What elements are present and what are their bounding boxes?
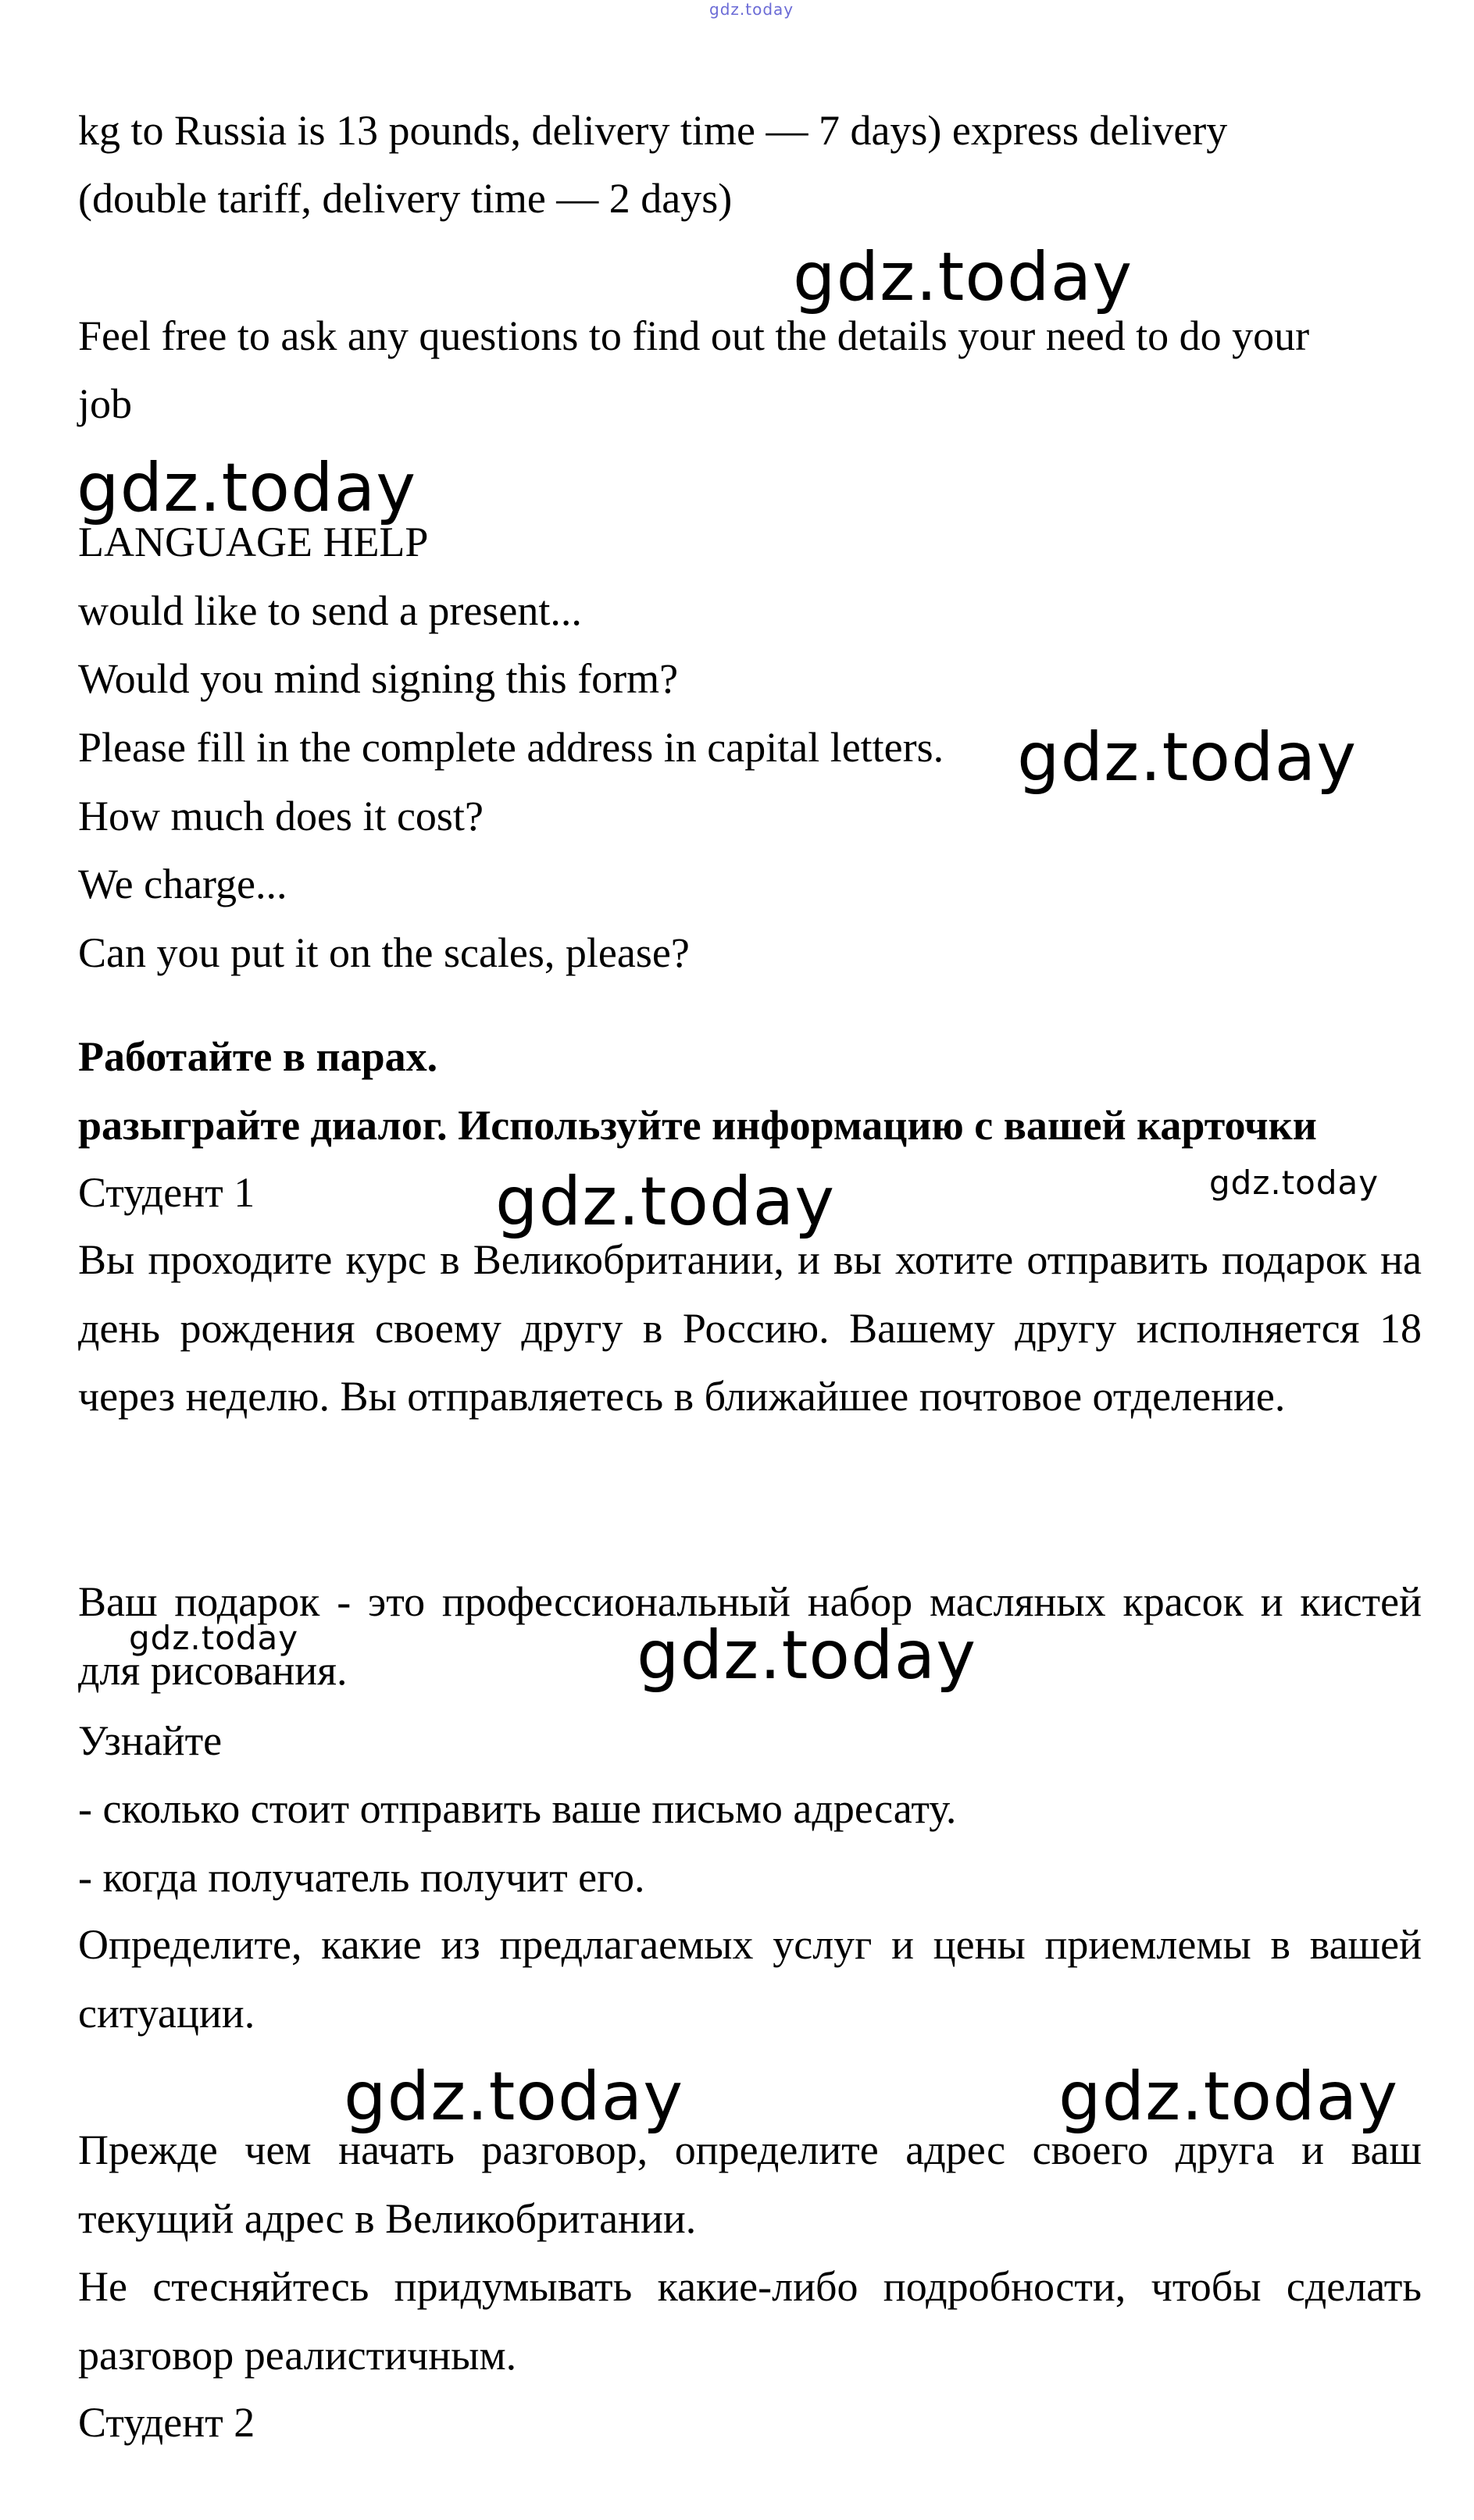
- phrase-2: Would you mind signing this form?: [78, 655, 679, 702]
- text-line-4: job: [78, 380, 133, 427]
- student-2-label: Студент 2: [78, 2399, 255, 2446]
- phrase-1: would like to send a present...: [78, 587, 582, 634]
- watermark-2: gdz.today: [77, 449, 417, 527]
- bullet-2: - когда получатель получит его.: [78, 1854, 645, 1901]
- watermark-1: gdz.today: [793, 238, 1133, 316]
- phrase-3: Please fill in the complete address in capital letters.: [78, 724, 944, 771]
- paragraph-3: Определите, какие из предлагаемых услуг и цены приемлемы в вашей ситуации.: [78, 1921, 1422, 2037]
- phrase-4: How much does it cost?: [78, 793, 484, 839]
- watermark-5: gdz.today: [1209, 1164, 1379, 1202]
- watermark-7: gdz.today: [637, 1616, 977, 1695]
- student-1-label: Студент 1: [78, 1169, 255, 1216]
- find-out-label: Узнайте: [78, 1717, 223, 1764]
- phrase-5: We charge...: [78, 861, 287, 907]
- language-help-title: LANGUAGE HELP: [78, 519, 429, 565]
- phrase-6: Can you put it on the scales, please?: [78, 929, 690, 976]
- paragraph-1: Вы проходите курс в Великобритании, и вы хотите отправить подарок на день рождения своему другу в Россию. Вашему другу исполняется 18 через неделю. Вы отправляетесь в ближайшее почтовое отделение.: [78, 1236, 1422, 1420]
- watermark-top: gdz.today: [709, 0, 794, 19]
- paragraph-4: Прежде чем начать разговор, определите адрес своего друга и ваш текущий адрес в Великобритании.: [78, 2126, 1422, 2242]
- watermark-8: gdz.today: [344, 2058, 684, 2136]
- task-heading-2: разыграйте диалог. Используйте информацию с вашей карточки: [78, 1102, 1317, 1149]
- paragraph-2: Ваш подарок - это профессиональный набор масляных красок и кистей для рисования.: [78, 1578, 1422, 1694]
- bullet-1: - сколько стоит отправить ваше письмо адресату.: [78, 1785, 957, 1832]
- watermark-3: gdz.today: [1017, 718, 1358, 797]
- watermark-9: gdz.today: [1058, 2058, 1399, 2136]
- watermark-4: gdz.today: [495, 1163, 836, 1241]
- text-line-3: Feel free to ask any questions to find out the details your need to do your: [78, 312, 1310, 359]
- paragraph-5: Не стесняйтесь придумывать какие-либо подробности, чтобы сделать разговор реалистичным.: [78, 2263, 1422, 2379]
- text-line-2: (double tariff, delivery time — 2 days): [78, 175, 733, 222]
- task-heading-1: Работайте в парах.: [78, 1033, 438, 1080]
- watermark-6: gdz.today: [129, 1619, 299, 1657]
- text-line-1: kg to Russia is 13 pounds, delivery time — 7 days) express delivery: [78, 107, 1228, 154]
